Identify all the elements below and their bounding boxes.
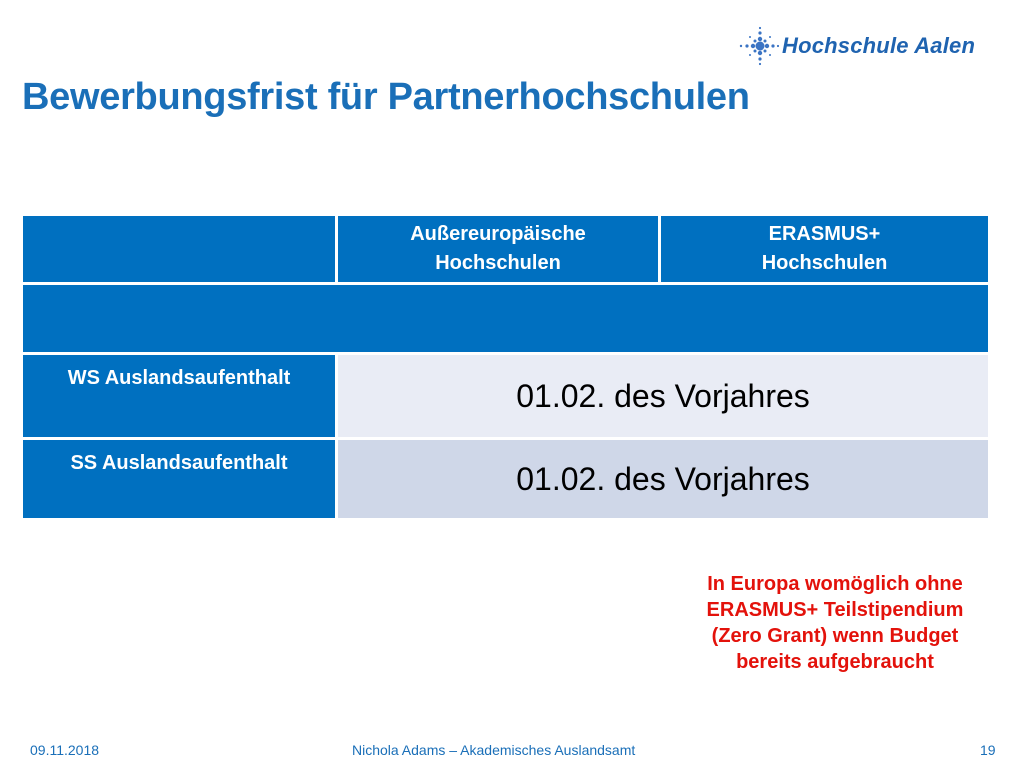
logo-text: Hochschule Aalen — [782, 33, 976, 58]
header-cell-erasmus — [660, 215, 990, 284]
logo — [736, 26, 1000, 66]
page-title: Bewerbungsfrist für Partnerhochschulen — [22, 76, 750, 118]
row-label-ws: WS Auslandsaufenthalt — [22, 354, 337, 439]
footer-date: 09.11.2018 — [30, 742, 100, 758]
erasmus-note: In Europa womöglich ohne ERASMUS+ Teilstipendium (Zero Grant) wenn Budget bereits aufgebraucht — [706, 573, 964, 673]
row-value-ss: 01.02. des Vorjahres — [337, 439, 990, 520]
header-erasmus-label: ERASMUS+ Hochschulen — [761, 223, 888, 274]
table-row — [22, 439, 990, 520]
hochschule-aalen-logo-icon — [736, 26, 780, 66]
row-label-ss: SS Auslandsaufenthalt — [22, 439, 337, 520]
blank-cell — [22, 284, 990, 354]
table-row — [22, 354, 990, 439]
table-blank-row — [22, 284, 990, 354]
header-cell-empty — [22, 215, 337, 284]
footer-author: Nichola Adams – Akademisches Auslandsamt — [352, 742, 636, 758]
header-non-european-label: Außereuropäische Hochschulen — [410, 223, 586, 274]
row-value-ws: 01.02. des Vorjahres — [337, 354, 990, 439]
deadline-table — [20, 213, 991, 521]
page-number: 19 — [980, 742, 996, 758]
header-cell-non-european — [337, 215, 660, 284]
table-header-row — [22, 215, 990, 284]
